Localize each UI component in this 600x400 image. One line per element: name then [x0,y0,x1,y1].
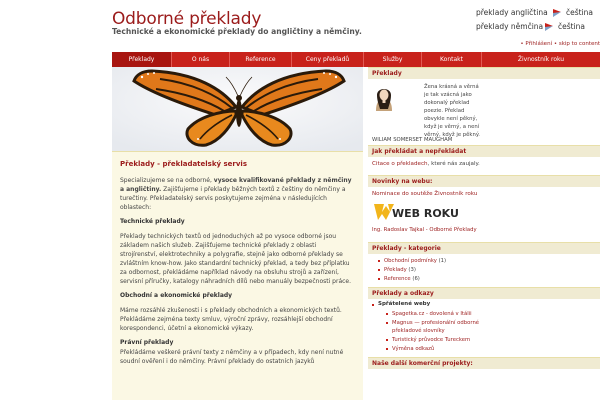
web-roku-logo-text: WEB ROKU [392,207,459,220]
nav-item-sluzby[interactable]: Služby [364,52,422,67]
nav-item-zivnostnik[interactable]: Živnostník roku [517,56,565,63]
web-roku-logo[interactable] [372,202,459,222]
friendly-sites-heading: Spřátelené weby [368,299,600,309]
nav-item-reference[interactable]: Reference [230,52,292,67]
category-count: (3) [408,267,416,273]
jak-prekladat-body [368,157,600,175]
sidebar [368,67,600,400]
heading-technical: Technické překlady [120,218,185,225]
category-list [368,254,600,283]
quote-text: Žena krásná a věrná je tak vzácná jako dokonalý překlad poezie. Překlad obvykle není pěkný, když je věrný, a není věrný, když je pěkný. [424,84,480,138]
intro-text-a: Specializujeme se na odborné, [120,177,214,184]
butterfly-illustration [112,67,363,151]
quote-author: WILIAM SOMERSET MAUGHAM [372,137,453,143]
category-item[interactable] [378,275,600,283]
sidebar-heading-jak-prekladat: Jak překládat a nepřekládat [368,145,600,157]
lang-from: překlady angličtina [476,8,548,17]
intro-text-c: Zajišťujeme i překlady běžných textů z češtiny do němčiny a turečtiny. Překladatelský servis poskytujeme zejména v následujících oblastech: [120,186,346,211]
arrow-flag-icon [553,8,563,18]
language-switcher [476,8,600,38]
login-prefix: • [520,41,526,47]
category-count: (6) [412,276,420,282]
skip-link[interactable]: skip to content [558,41,600,47]
category-item[interactable] [378,257,600,265]
category-name[interactable]: Překlady [384,267,407,273]
hero-image [112,67,363,151]
link-text[interactable]: Spagetka.cz - dovolená v Itálii [392,311,472,317]
header [0,0,600,52]
nav-item-o-nas[interactable]: O nás [172,52,230,67]
link-item[interactable] [386,336,600,344]
link-item[interactable] [386,319,496,335]
nominace-link[interactable]: Nominace do soutěže Živnostník roku [372,191,478,197]
novinky-body [368,187,600,198]
sidebar-heading-preklady: Překlady [368,67,600,79]
category-name[interactable]: Reference [384,276,411,282]
heading-economic: Obchodní a ekonomické překlady [120,292,233,299]
main-content [112,67,363,400]
nav-item-ceny[interactable]: Ceny překladů [292,52,364,67]
webroku-caption-link[interactable]: Ing. Radoslav Tajkal - Odborné Překlady [372,227,477,233]
utility-links [520,41,600,47]
link-item[interactable] [386,310,600,318]
category-name[interactable]: Obchodní podmínky [384,258,437,264]
link-text[interactable]: Výměna odkazů [392,346,435,352]
main-nav [112,52,600,67]
citace-rest: , které nás zaujaly. [427,161,480,167]
sidebar-heading-projekty: Naše další komerční projekty: [368,357,600,369]
util-sep: • [552,41,559,47]
paragraph-economic: Máme rozsáhlé zkušenosti i s překlady obchodních a ekonomických textů. Překládáme zejména texty smluv, výroční zprávy, rozsáhlejší obchodní korespondenci, účetní a ekonomické výkazy. [120,307,342,332]
link-item[interactable] [386,345,600,353]
sidebar-heading-kategorie: Překlady - kategorie [368,242,600,254]
heading-legal: Právní překlady [120,339,174,346]
nav-item-preklady[interactable]: Překlady [112,52,172,67]
lang-from: překlady němčina [476,22,544,31]
sidebar-heading-novinky: Novinky na webu: [368,175,600,187]
lang-to: čeština [566,8,594,17]
link-text[interactable]: Magnus — profesionální odborné překladové slovníky [392,320,480,334]
sidebar-heading-odkazy: Překlady a odkazy [368,287,600,299]
category-item[interactable] [378,266,600,274]
site-title[interactable]: Odborné překlady [112,9,262,29]
site-subtitle: Technické a ekonomické překlady do angličtiny a němčiny. [112,27,362,36]
woman-portrait-icon [372,83,396,111]
webroku-box [368,198,600,242]
arrow-flag-icon [545,22,555,32]
intro-text-bold: vysoce kvalifikované překlady z němčiny a angličtiny. [120,177,352,193]
link-text[interactable]: Turistický průvodce Tureckem [392,337,471,343]
link-list [368,309,600,353]
citace-link[interactable]: Citace o překladech [372,161,428,167]
quote-box [368,79,600,145]
article-title: Překlady - překladatelský servis [120,160,247,168]
paragraph-legal: Překládáme veškeré právní texty z němčiny a v případech, kdy není nutné soudní ověření i do němčiny. Právní překlady do ostatních jazyků [120,349,344,365]
intro-paragraph [120,176,355,212]
article [112,151,363,400]
paragraph-technical: Překlady technických textů od jednoduchých až po vysoce odborné jsou základem našich služeb. Zajišťujeme technické překlady z oblasti strojírenství, elektrotechniky a polygrafie, stejně jako odborné překlady se zvláštním know-how. Jako standardní technický překlad, a tedy bez příplatku za odbornost, překládáme například návody na obsluhu strojů a zařízení, servisní příručky, katalogy náhradních dílů nebo manuály bezpečnosti práce. [120,233,352,285]
login-link[interactable]: Přihlášení [525,41,553,47]
lang-to: čeština [558,22,586,31]
category-count: (1) [438,258,447,264]
nav-item-kontakt[interactable]: Kontakt [422,52,482,67]
